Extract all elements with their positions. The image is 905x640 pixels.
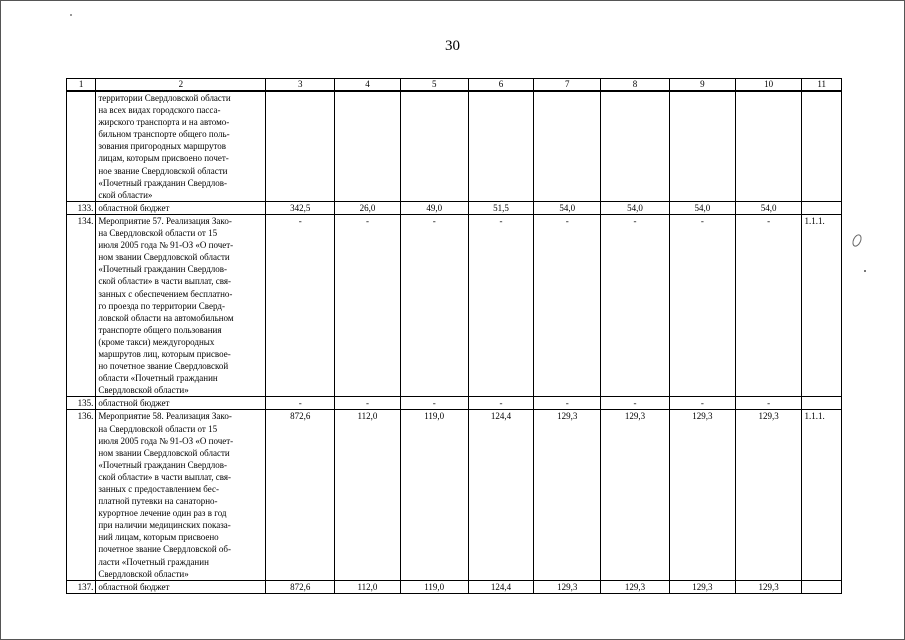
description-line: Мероприятие 58. Реализация Зако- bbox=[98, 411, 232, 422]
value-cell: 129,3 bbox=[735, 410, 802, 580]
description-line: ловской области на автомобильном bbox=[98, 312, 234, 323]
description-line: при наличии медицинских показа- bbox=[98, 520, 231, 531]
table-row bbox=[67, 580, 842, 593]
value-cell: - bbox=[400, 397, 468, 410]
description-line: ном звании Свердловской области bbox=[98, 252, 230, 263]
description-line: ное звание Свердловской области bbox=[98, 165, 228, 176]
description-line: области «Почетный гражданин bbox=[98, 373, 218, 384]
description-line: ской области» в части выплат, свя- bbox=[98, 276, 232, 287]
description-line: Свердловской области» bbox=[98, 568, 189, 579]
value-cell: - bbox=[468, 214, 534, 396]
value-cell: 112,0 bbox=[335, 410, 401, 580]
table-row bbox=[67, 397, 842, 410]
value-cell: 51,5 bbox=[468, 201, 534, 214]
value-cell: - bbox=[735, 214, 802, 396]
value-cell: 54,0 bbox=[534, 201, 601, 214]
value-cell: 54,0 bbox=[601, 201, 670, 214]
scan-speck bbox=[864, 270, 866, 272]
description-line: курортное лечение один раз в год bbox=[98, 508, 227, 519]
description-line: на Свердловской области от 15 bbox=[98, 228, 218, 239]
description-line: зования пригородных маршрутов bbox=[98, 141, 227, 152]
value-cell: - bbox=[400, 214, 468, 396]
value-cell bbox=[601, 91, 670, 201]
value-cell bbox=[266, 91, 335, 201]
description-line: областной бюджет bbox=[98, 581, 170, 592]
description-line: на всех видах городского пасса- bbox=[98, 105, 221, 116]
value-cell bbox=[669, 91, 735, 201]
table-row bbox=[67, 201, 842, 214]
description-line: областной бюджет bbox=[98, 202, 170, 213]
row-reference bbox=[802, 580, 842, 593]
description-line: маршрутов лиц, которым присвое- bbox=[98, 348, 231, 359]
row-description bbox=[96, 410, 266, 580]
value-cell: - bbox=[534, 397, 601, 410]
row-number: 135. bbox=[67, 397, 96, 410]
header-cell: 10 bbox=[735, 79, 802, 92]
value-cell: 872,6 bbox=[266, 410, 335, 580]
row-description bbox=[96, 214, 266, 396]
description-line: Мероприятие 57. Реализация Зако- bbox=[98, 215, 232, 226]
description-line: областной бюджет bbox=[98, 398, 170, 409]
description-line: платной путевки на санаторно- bbox=[98, 496, 218, 507]
header-cell: 6 bbox=[468, 79, 534, 92]
description-line: ской области» bbox=[98, 189, 153, 200]
table-row bbox=[67, 410, 842, 580]
row-reference bbox=[802, 397, 842, 410]
row-reference bbox=[802, 201, 842, 214]
description-line: «Почетный гражданин Свердлов- bbox=[98, 177, 228, 188]
value-cell: 872,6 bbox=[266, 580, 335, 593]
value-cell: 26,0 bbox=[335, 201, 401, 214]
description-line: июля 2005 года № 91-ОЗ «О почет- bbox=[98, 240, 234, 251]
value-cell: - bbox=[601, 214, 670, 396]
description-line: Свердловской области» bbox=[98, 385, 189, 396]
value-cell: 129,3 bbox=[669, 410, 735, 580]
description-line: занных с обеспечением бесплатно- bbox=[98, 288, 233, 299]
value-cell: - bbox=[534, 214, 601, 396]
row-reference: 1.1.1. bbox=[802, 214, 842, 396]
table-row bbox=[67, 91, 842, 201]
program-table bbox=[66, 78, 842, 594]
value-cell: 49,0 bbox=[400, 201, 468, 214]
description-line: жирского транспорта и на автомо- bbox=[98, 117, 230, 128]
description-line: «Почетный гражданин Свердлов- bbox=[98, 264, 228, 275]
row-description bbox=[96, 91, 266, 201]
header-cell: 5 bbox=[400, 79, 468, 92]
row-reference: 1.1.1. bbox=[802, 410, 842, 580]
header-row bbox=[67, 79, 842, 92]
description-line: почетное звание Свердловской об- bbox=[98, 544, 231, 555]
value-cell: 112,0 bbox=[335, 580, 401, 593]
page-number: 30 bbox=[445, 38, 460, 54]
row-number: 134. bbox=[67, 214, 96, 396]
header-cell: 2 bbox=[96, 79, 266, 92]
row-description bbox=[96, 580, 266, 593]
row-description bbox=[96, 397, 266, 410]
value-cell: 129,3 bbox=[534, 580, 601, 593]
header-cell: 4 bbox=[335, 79, 401, 92]
row-number: 137. bbox=[67, 580, 96, 593]
description-line: го проезда по территории Сверд- bbox=[98, 300, 225, 311]
value-cell: - bbox=[669, 397, 735, 410]
value-cell: - bbox=[335, 214, 401, 396]
header-cell: 1 bbox=[67, 79, 96, 92]
value-cell bbox=[400, 91, 468, 201]
scan-speck bbox=[70, 14, 72, 16]
table-row bbox=[67, 214, 842, 396]
row-reference bbox=[802, 91, 842, 201]
value-cell: 54,0 bbox=[735, 201, 802, 214]
description-line: но почетное звание Свердловской bbox=[98, 361, 229, 372]
value-cell: 129,3 bbox=[735, 580, 802, 593]
value-cell: 54,0 bbox=[669, 201, 735, 214]
value-cell: - bbox=[266, 397, 335, 410]
description-line: ний лицам, которым присвоено bbox=[98, 532, 219, 543]
value-cell: 129,3 bbox=[601, 580, 670, 593]
header-cell: 8 bbox=[601, 79, 670, 92]
value-cell: - bbox=[468, 397, 534, 410]
description-line: (кроме такси) междугородных bbox=[98, 336, 215, 347]
description-line: занных с предоставлением бес- bbox=[98, 484, 219, 494]
value-cell: 129,3 bbox=[534, 410, 601, 580]
value-cell: 129,3 bbox=[601, 410, 670, 580]
description-line: июля 2005 года № 91-ОЗ «О почет- bbox=[98, 435, 234, 446]
value-cell: - bbox=[335, 397, 401, 410]
row-number: 136. bbox=[67, 410, 96, 580]
value-cell: 124,4 bbox=[468, 580, 534, 593]
header-cell: 11 bbox=[802, 79, 842, 92]
value-cell: - bbox=[266, 214, 335, 396]
value-cell: 124,4 bbox=[468, 410, 534, 580]
value-cell bbox=[534, 91, 601, 201]
value-cell bbox=[735, 91, 802, 201]
header-cell: 9 bbox=[669, 79, 735, 92]
description-line: транспорте общего пользования bbox=[98, 324, 222, 335]
row-number bbox=[67, 91, 96, 201]
description-line: ласти «Почетный гражданин bbox=[98, 556, 209, 567]
value-cell: - bbox=[669, 214, 735, 396]
header-cell: 3 bbox=[266, 79, 335, 92]
description-line: ской области» в части выплат, свя- bbox=[98, 471, 232, 482]
value-cell: - bbox=[601, 397, 670, 410]
value-cell bbox=[468, 91, 534, 201]
value-cell: - bbox=[735, 397, 802, 410]
description-line: на Свердловской области от 15 bbox=[98, 423, 218, 434]
row-description bbox=[96, 201, 266, 214]
row-number: 133. bbox=[67, 201, 96, 214]
value-cell: 119,0 bbox=[400, 580, 468, 593]
value-cell bbox=[335, 91, 401, 201]
value-cell: 129,3 bbox=[669, 580, 735, 593]
value-cell: 119,0 bbox=[400, 410, 468, 580]
description-line: лицам, которым присвоено почет- bbox=[98, 153, 229, 164]
header-cell: 7 bbox=[534, 79, 601, 92]
description-line: бильном транспорте общего поль- bbox=[98, 129, 230, 140]
description-line: «Почетный гражданин Свердлов- bbox=[98, 459, 228, 470]
description-line: территории Свердловской области bbox=[98, 93, 231, 103]
value-cell: 342,5 bbox=[266, 201, 335, 214]
description-line: ном звании Свердловской области bbox=[98, 447, 230, 458]
